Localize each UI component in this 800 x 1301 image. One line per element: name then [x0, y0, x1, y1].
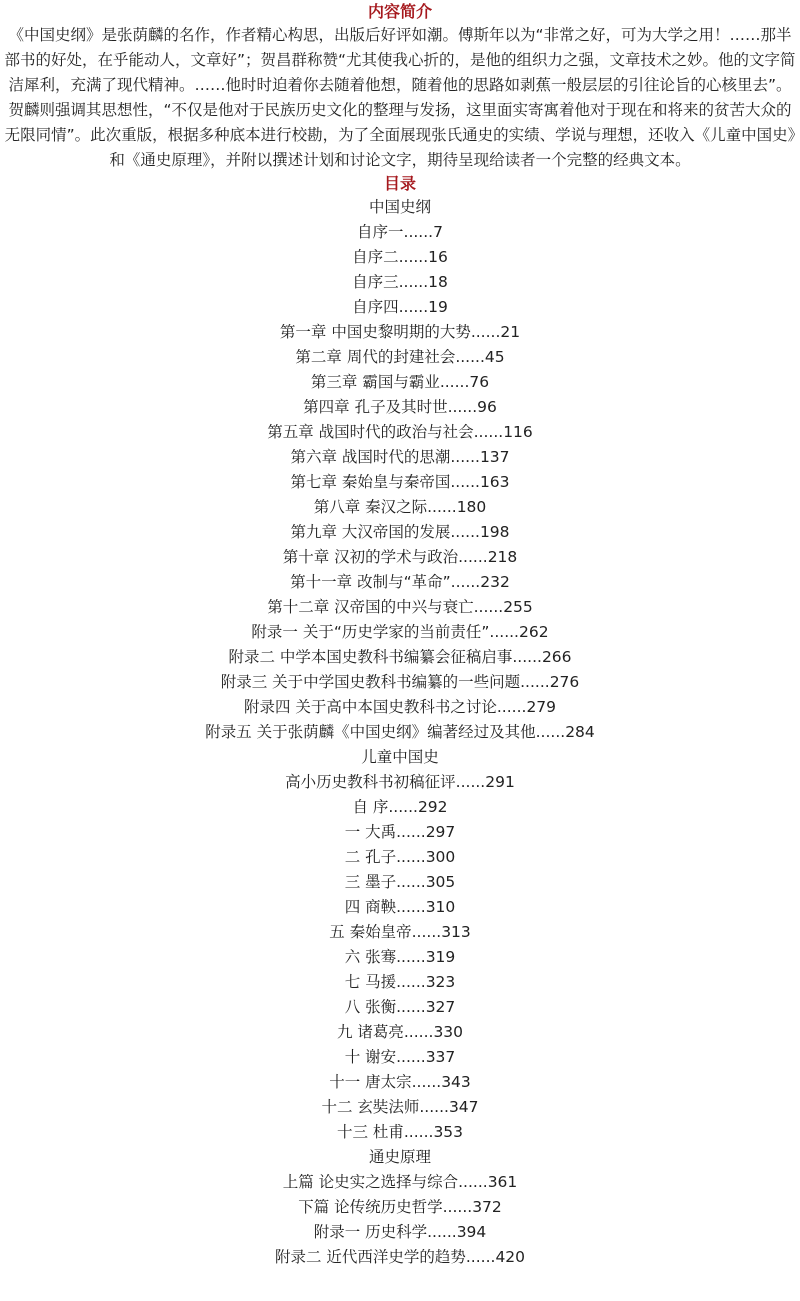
toc-entry: 自序一......7: [357, 223, 443, 241]
toc-entry: 九 诸葛亮......330: [336, 1023, 464, 1041]
toc-heading: 目录: [383, 174, 416, 193]
intro-text: 《中国史纲》是张荫麟的名作，作者精心构思，出版后好评如潮。傅斯年以为“非常之好，可为大学之用！……那半部书的好处，在乎能动人，文章好”；贺昌群称赞“尤其使我心折的，是他的组织力之强，文章技术之妙。他的文字简洁犀利，充满了现代精神。……他时时迫着你去随着他想，随着他的思路如剥蕉一般层层的引往论旨的心核里去”。贺麟则强调其思想性，“不仅是他对于民族历史文化的整理与发扬，这里面实寄寓着他对于现在和将来的贫苦大众的无限同情”。此次重版，根据多种底本进行校勘，为了全面展现张氏通史的实绩、学说与理想，还收入《儿童中国史》和《通史原理》，并附以撰述计划和讨论文字，期待呈现给读者一个完整的经典文本。: [4, 26, 796, 169]
toc-entry: 自 序......292: [352, 798, 448, 816]
toc-entry: 自序二......16: [352, 248, 448, 266]
toc-entry: 第九章 大汉帝国的发展......198: [290, 523, 510, 541]
toc-entry: 附录二 中学本国史教科书编纂会征稿启事......266: [228, 648, 572, 666]
toc-entry: 第四章 孔子及其时世......96: [303, 398, 497, 416]
toc-entry: 附录五 关于张荫麟《中国史纲》编著经过及其他......284: [205, 723, 595, 741]
toc-entry: 通史原理: [368, 1148, 431, 1166]
toc-entry: 附录二 近代西洋史学的趋势......420: [274, 1248, 526, 1266]
toc-entry: 一 大禹......297: [344, 823, 456, 841]
toc-entry: 第三章 霸国与霸业......76: [310, 373, 490, 391]
toc-entry: 第十二章 汉帝国的中兴与衰亡......255: [267, 598, 533, 616]
toc-entry: 四 商鞅......310: [344, 898, 456, 916]
toc-entry: 第十章 汉初的学术与政治......218: [282, 548, 518, 566]
toc-entry: 第六章 战国时代的思潮......137: [290, 448, 510, 466]
toc-entry: 第八章 秦汉之际......180: [313, 498, 487, 516]
toc-entry: 中国史纲: [368, 198, 431, 216]
toc-entry: 二 孔子......300: [344, 848, 456, 866]
toc-entry: 第十一章 改制与“革命”......232: [290, 573, 510, 591]
toc-entry: 儿童中国史: [361, 748, 439, 766]
toc-entry: 十二 玄奘法师......347: [321, 1098, 479, 1116]
toc-entry: 附录三 关于中学国史教科书编纂的一些问题......276: [220, 673, 580, 691]
toc-entry: 第二章 周代的封建社会......45: [295, 348, 505, 366]
toc-entry: 下篇 论传统历史哲学......372: [298, 1198, 502, 1216]
toc-entry: 七 马援......323: [344, 973, 456, 991]
toc-entry: 三 墨子......305: [344, 873, 456, 891]
toc-list: [0, 195, 800, 1270]
toc-entry: 第一章 中国史黎明期的大势......21: [279, 323, 521, 341]
toc-entry: 五 秦始皇帝......313: [329, 923, 471, 941]
toc-entry: 上篇 论史实之选择与综合......361: [282, 1173, 518, 1191]
toc-entry: 第七章 秦始皇与秦帝国......163: [290, 473, 510, 491]
toc-entry: 高小历史教科书初稿征评......291: [285, 773, 515, 791]
toc-entry: 自序三......18: [352, 273, 448, 291]
toc-entry: 自序四......19: [352, 298, 448, 316]
toc-entry: 附录四 关于高中本国史教科书之讨论......279: [243, 698, 557, 716]
toc-entry: 附录一 历史科学......394: [313, 1223, 487, 1241]
toc-entry: 十 谢安......337: [344, 1048, 456, 1066]
intro-heading: 内容简介: [367, 2, 432, 21]
toc-entry: 六 张骞......319: [344, 948, 456, 966]
toc-entry: 附录一 关于“历史学家的当前责任”......262: [251, 623, 549, 641]
toc-entry: 十一 唐太宗......343: [329, 1073, 471, 1091]
toc-entry: 八 张衡......327: [344, 998, 456, 1016]
toc-entry: 十三 杜甫......353: [336, 1123, 464, 1141]
toc-entry: 第五章 战国时代的政治与社会......116: [267, 423, 533, 441]
